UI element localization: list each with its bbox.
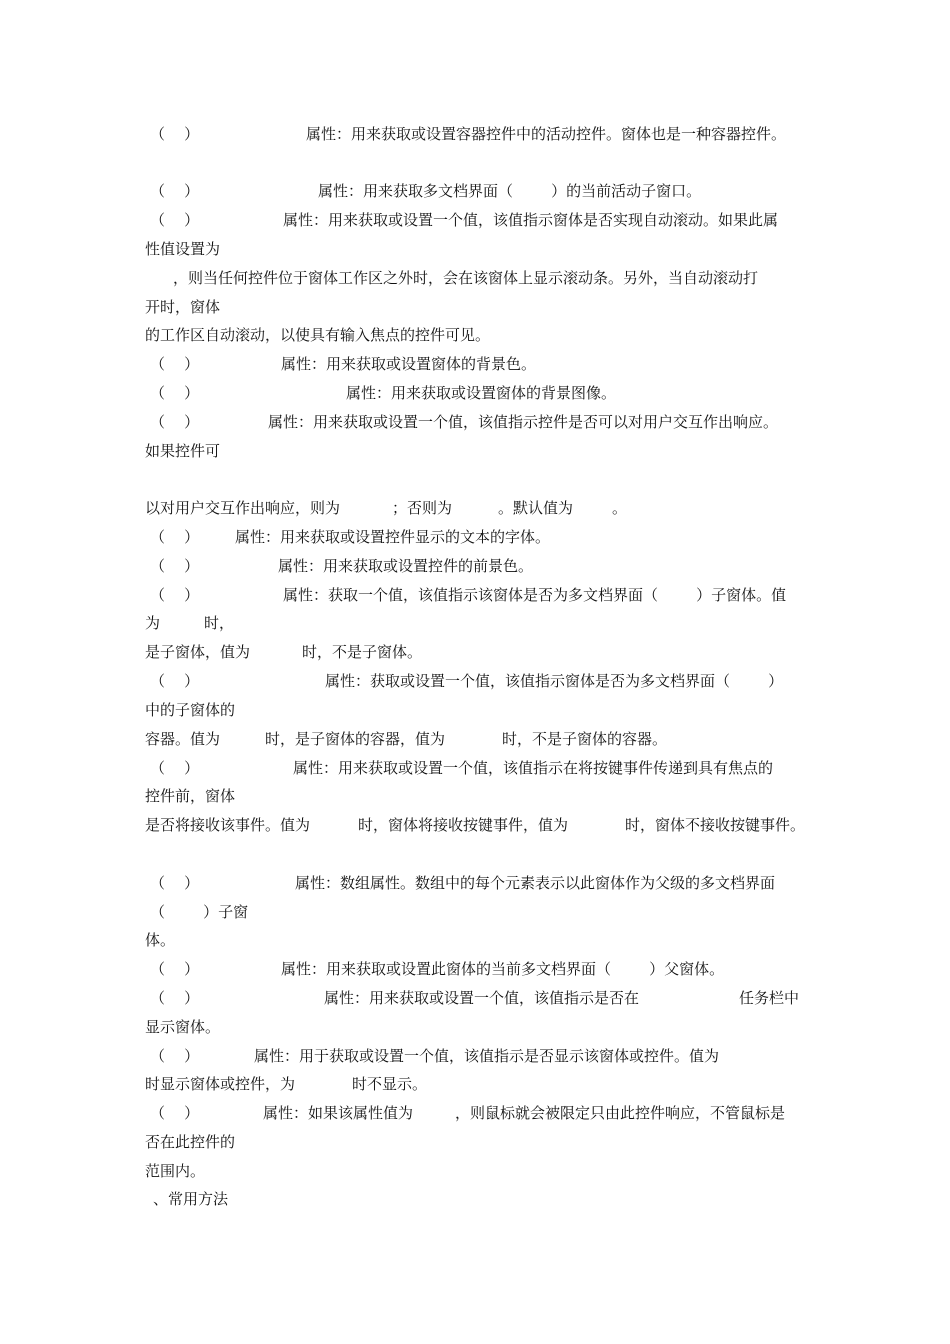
- text-line: 属性：用来获取多文档界面（ ）的当前活动子窗口。: [318, 182, 702, 200]
- text-line: 属性：用来获取或设置窗体的背景图像。: [346, 384, 617, 402]
- text-line: 属性：数组属性。数组中的每个元素表示以此窗体作为父级的多文档界面: [295, 874, 776, 892]
- text-line: 时，窗体将接收按键事件，值为: [358, 816, 569, 834]
- text-line: （ ）: [150, 586, 200, 604]
- text-line: 。: [612, 499, 628, 517]
- text-line: ，则鼠标就会被限定只由此控件响应，不管鼠标是: [455, 1104, 786, 1122]
- text-line: 任务栏中: [739, 989, 800, 1007]
- text-line: （ ）: [150, 874, 200, 892]
- text-line: 属性：用来获取或设置此窗体的当前多文档界面（ ）父窗体。: [281, 960, 725, 978]
- text-line: 属性：用来获取或设置一个值，该值指示窗体是否实现自动滚动。如果此属: [283, 211, 779, 229]
- text-line: 时，不是子窗体。: [302, 643, 423, 661]
- text-line: 容器。值为: [145, 730, 221, 748]
- text-line: 开时，窗体: [145, 298, 221, 316]
- text-line: （ ）: [150, 182, 200, 200]
- text-line: 属性：用于获取或设置一个值，该值指示是否显示该窗体或控件。值为: [254, 1047, 720, 1065]
- text-line: 控件前，窗体: [145, 787, 236, 805]
- text-line: 时，不是子窗体的容器。: [502, 730, 668, 748]
- text-line: 属性：如果该属性值为: [263, 1104, 414, 1122]
- text-line: （ ）: [150, 384, 200, 402]
- text-line: 时，是子窗体的容器，值为: [265, 730, 446, 748]
- text-line: 中的子窗体的: [145, 701, 236, 719]
- text-line: 属性：用来获取或设置控件的前景色。: [278, 557, 534, 575]
- text-line: （ ）: [150, 557, 200, 575]
- text-line: 为: [145, 614, 161, 632]
- text-line: 的工作区自动滚动，以使具有输入焦点的控件可见。: [145, 326, 491, 344]
- text-line: 以对用户交互作出响应，则为: [145, 499, 341, 517]
- text-line: 是否将接收该事件。值为: [145, 816, 311, 834]
- text-line: 是子窗体，值为: [145, 643, 251, 661]
- text-line: （ ）: [150, 211, 200, 229]
- text-line: 属性：用来获取或设置一个值，该值指示在将按键事件传递到具有焦点的: [293, 759, 774, 777]
- text-line: 范围内。: [145, 1162, 206, 1180]
- text-line: 时不显示。: [352, 1075, 428, 1093]
- text-line: 属性：用来获取或设置窗体的背景色。: [281, 355, 537, 373]
- text-line: （ ）: [150, 1104, 200, 1122]
- text-line: （ ）: [150, 989, 200, 1007]
- text-line: 属性：用来获取或设置容器控件中的活动控件。窗体也是一种容器控件。: [306, 125, 787, 143]
- text-line: 否在此控件的: [145, 1133, 236, 1151]
- text-line: ，则当任何控件位于窗体工作区之外时，会在该窗体上显示滚动条。另外，当自动滚动打: [173, 269, 759, 287]
- text-line: 时，: [204, 614, 235, 632]
- text-line: （ ）: [150, 413, 200, 431]
- text-line: （ ）子窗: [150, 903, 249, 921]
- text-line: （ ）: [150, 528, 200, 546]
- text-line: 时显示窗体或控件，为: [145, 1075, 296, 1093]
- section-heading: 、常用方法: [153, 1190, 229, 1208]
- text-line: （ ）: [150, 355, 200, 373]
- text-line: 属性：用来获取或设置控件显示的文本的字体。: [235, 528, 551, 546]
- text-line: 性值设置为: [145, 240, 221, 258]
- text-line: （ ）: [150, 759, 200, 777]
- text-line: 显示窗体。: [145, 1018, 221, 1036]
- text-line: 如果控件可: [145, 442, 221, 460]
- text-line: 属性：用来获取或设置一个值，该值指示是否在: [324, 989, 640, 1007]
- text-line: （ ）: [150, 125, 200, 143]
- text-line: 体。: [145, 931, 176, 949]
- text-line: 时，窗体不接收按键事件。: [625, 816, 806, 834]
- text-line: 。默认值为: [498, 499, 574, 517]
- text-line: （ ）: [150, 672, 200, 690]
- text-line: （ ）: [150, 1047, 200, 1065]
- text-line: （ ）: [150, 960, 200, 978]
- text-line: 属性：获取或设置一个值，该值指示窗体是否为多文档界面（ ）: [325, 672, 784, 690]
- text-line: 属性：用来获取或设置一个值，该值指示控件是否可以对用户交互作出响应。: [268, 413, 779, 431]
- text-line: 属性：获取一个值，该值指示该窗体是否为多文档界面（ ）子窗体。值: [283, 586, 787, 604]
- text-line: ；否则为: [392, 499, 453, 517]
